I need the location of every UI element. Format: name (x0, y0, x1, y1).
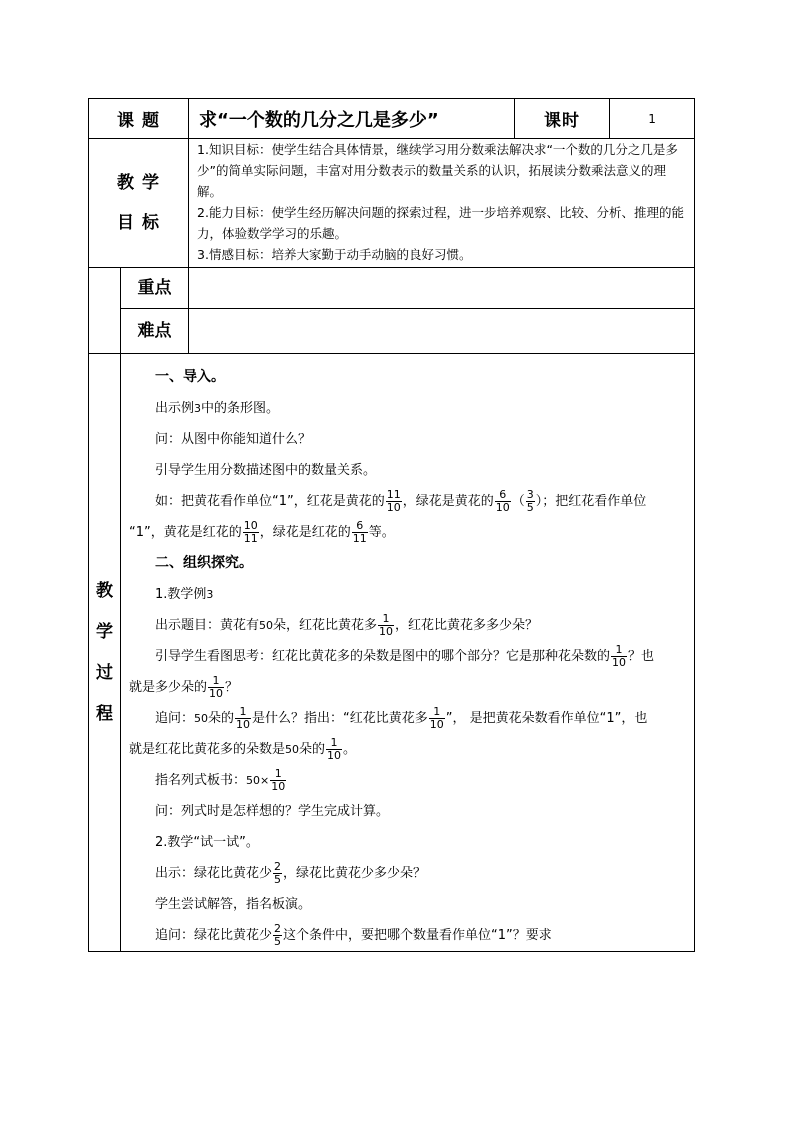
fraction (243, 520, 259, 545)
text: 如：把黄花看作单位“1”，红花是黄花的 (155, 494, 385, 509)
key-points-label: 重点 (121, 268, 189, 309)
para-ask2 (129, 920, 690, 951)
text: 追问：绿花比黄花少 (155, 928, 273, 943)
para-teach-example (129, 579, 690, 610)
numerator: 1 (611, 644, 627, 657)
para-think-line1 (129, 641, 690, 672)
denominator: 10 (236, 718, 251, 731)
text: 朵的 (208, 711, 235, 726)
numerator: 1 (429, 706, 445, 719)
denominator: 10 (271, 780, 286, 793)
process-row (89, 354, 695, 952)
goals-label (89, 139, 189, 268)
difficulties-label: 难点 (121, 309, 189, 354)
para-teach-try: 2.教学“试一试”。 (155, 835, 259, 850)
fraction (326, 737, 342, 762)
example-number: 3 (194, 402, 202, 415)
numerator: 1 (208, 675, 224, 688)
text: 就是多少朵的 (129, 680, 208, 695)
text: “1”，黄花是红花的 (129, 525, 242, 540)
fraction (208, 675, 224, 700)
lesson-plan-table (88, 98, 695, 952)
para-think-line2 (129, 672, 690, 703)
goal-item: 2.能力目标：使学生经历解决问题的探索过程，进一步培养观察、比较、分析、推理的能力，体验数学学习的乐趣。 (197, 205, 684, 241)
text: 这个条件中，要把哪个数量看作单位“1”？要求 (283, 928, 552, 943)
example-number: 3 (206, 588, 214, 601)
numerator: 1 (270, 768, 286, 781)
text: ”， 是把黄花朵数看作单位“1”，也 (445, 711, 648, 726)
fraction (495, 489, 511, 514)
denominator: 10 (612, 656, 627, 669)
header-row (89, 99, 695, 139)
text: （ (511, 494, 525, 509)
fraction (378, 613, 394, 638)
denominator: 10 (386, 501, 401, 514)
text: 1.教学例 (155, 587, 207, 602)
text: 是什么？指出：“红花比黄花多 (252, 711, 428, 726)
process-label-char: 学 (96, 621, 113, 642)
text: 追问： (155, 711, 195, 726)
numerator: 2 (274, 922, 282, 935)
text: 就是红花比黄花多的朵数是 (129, 742, 286, 757)
denominator: 5 (526, 501, 534, 514)
process-label-char: 程 (96, 703, 113, 724)
fraction (429, 706, 445, 731)
numerator: 10 (243, 519, 258, 532)
number: 50 (285, 743, 300, 756)
key-points-spacer (89, 268, 121, 354)
goal-item: 1.知识目标：使学生结合具体情景，继续学习用分数乘法解决求“一个数的几分之几是多少”的简单实际问题，丰富对用分数表示的数量关系的认识，拓展读分数乘法意义的理解。 (197, 142, 678, 199)
text: 朵，红花比黄花多 (273, 618, 378, 633)
numerator: 3 (526, 488, 534, 501)
para-try: 学生尝试解答，指名板演。 (155, 897, 312, 912)
denominator: 10 (379, 625, 394, 638)
para-follow-line2 (129, 734, 690, 765)
text: ，绿花是黄花的 (402, 494, 494, 509)
process-label (89, 354, 121, 952)
denominator: 5 (274, 873, 282, 886)
text: ）；把红花看作单位 (535, 494, 647, 509)
number: 50 (259, 619, 274, 632)
numerator: 6 (352, 520, 368, 533)
numerator: 1 (378, 613, 394, 626)
text: 中的条形图。 (201, 401, 280, 416)
goals-content (189, 139, 695, 268)
period-value: 1 (610, 99, 695, 139)
denominator: 5 (274, 935, 282, 948)
topic-label: 课 题 (89, 99, 189, 139)
text: 引导学生看图思考：红花比黄花多的朵数是图中的哪个部分？它是那种花朵数的 (155, 649, 611, 664)
formula: 50× (246, 774, 270, 787)
text: 朵的 (299, 742, 326, 757)
denominator: 10 (327, 749, 342, 762)
period-label: 课时 (515, 99, 610, 139)
numerator: 6 (495, 489, 511, 502)
numerator: 1 (235, 706, 251, 719)
text: 等。 (368, 525, 395, 540)
process-label-char: 教 (96, 580, 113, 601)
para-question: 问：从图中你能知道什么？ (155, 432, 312, 447)
text: 出示：绿花比黄花少 (155, 866, 273, 881)
para-guide: 引导学生用分数描述图中的数量关系。 (155, 463, 377, 478)
fraction (526, 489, 535, 514)
difficulties-row (89, 309, 695, 354)
para-example-line2 (129, 517, 690, 548)
text: ，绿花比黄花少多少朵？ (283, 866, 427, 881)
number: 50 (194, 712, 209, 725)
fraction (273, 923, 282, 948)
fraction (270, 768, 286, 793)
denominator: 10 (209, 687, 224, 700)
text: ？也 (628, 649, 655, 664)
denominator: 10 (429, 718, 444, 731)
text: ，红花比黄花多多少朵？ (395, 618, 539, 633)
text: 出示题目：黄花有 (155, 618, 260, 633)
para-show-chart (129, 393, 690, 424)
fraction (611, 644, 627, 669)
para-example-line1 (129, 486, 690, 517)
denominator: 10 (495, 501, 510, 514)
text: 。 (343, 742, 357, 757)
section-heading-explore: 二、组织探究。 (155, 555, 253, 571)
process-label-char: 过 (96, 662, 113, 683)
fraction (273, 861, 282, 886)
para-board (129, 765, 690, 796)
fraction (352, 520, 368, 545)
lesson-plan-sheet (88, 98, 694, 948)
goals-label-line1: 教 学 (117, 173, 160, 193)
fraction (235, 706, 251, 731)
denominator: 11 (243, 532, 258, 545)
fraction (386, 489, 402, 514)
para-follow-line1 (129, 703, 690, 734)
goal-item: 3.情感目标：培养大家勤于动手动脑的良好习惯。 (197, 247, 472, 262)
numerator: 11 (386, 488, 401, 501)
goals-row (89, 139, 695, 268)
denominator: 11 (352, 532, 367, 545)
text: ？ (225, 680, 239, 695)
numerator: 1 (326, 737, 342, 750)
numerator: 2 (274, 860, 282, 873)
section-heading-intro: 一、导入。 (155, 369, 225, 385)
process-content (121, 354, 695, 952)
difficulties-content (189, 309, 695, 354)
para-how-think: 问：列式时是怎样想的？学生完成计算。 (155, 804, 390, 819)
text: 指名列式板书： (155, 773, 247, 788)
key-points-content (189, 268, 695, 309)
para-problem (129, 610, 690, 641)
text: 出示例 (155, 401, 195, 416)
goals-label-line2: 目 标 (117, 213, 160, 233)
para-show2 (129, 858, 690, 889)
page-title: 求“一个数的几分之几是多少” (189, 99, 515, 139)
key-points-row (89, 268, 695, 309)
text: ，绿花是红花的 (259, 525, 351, 540)
